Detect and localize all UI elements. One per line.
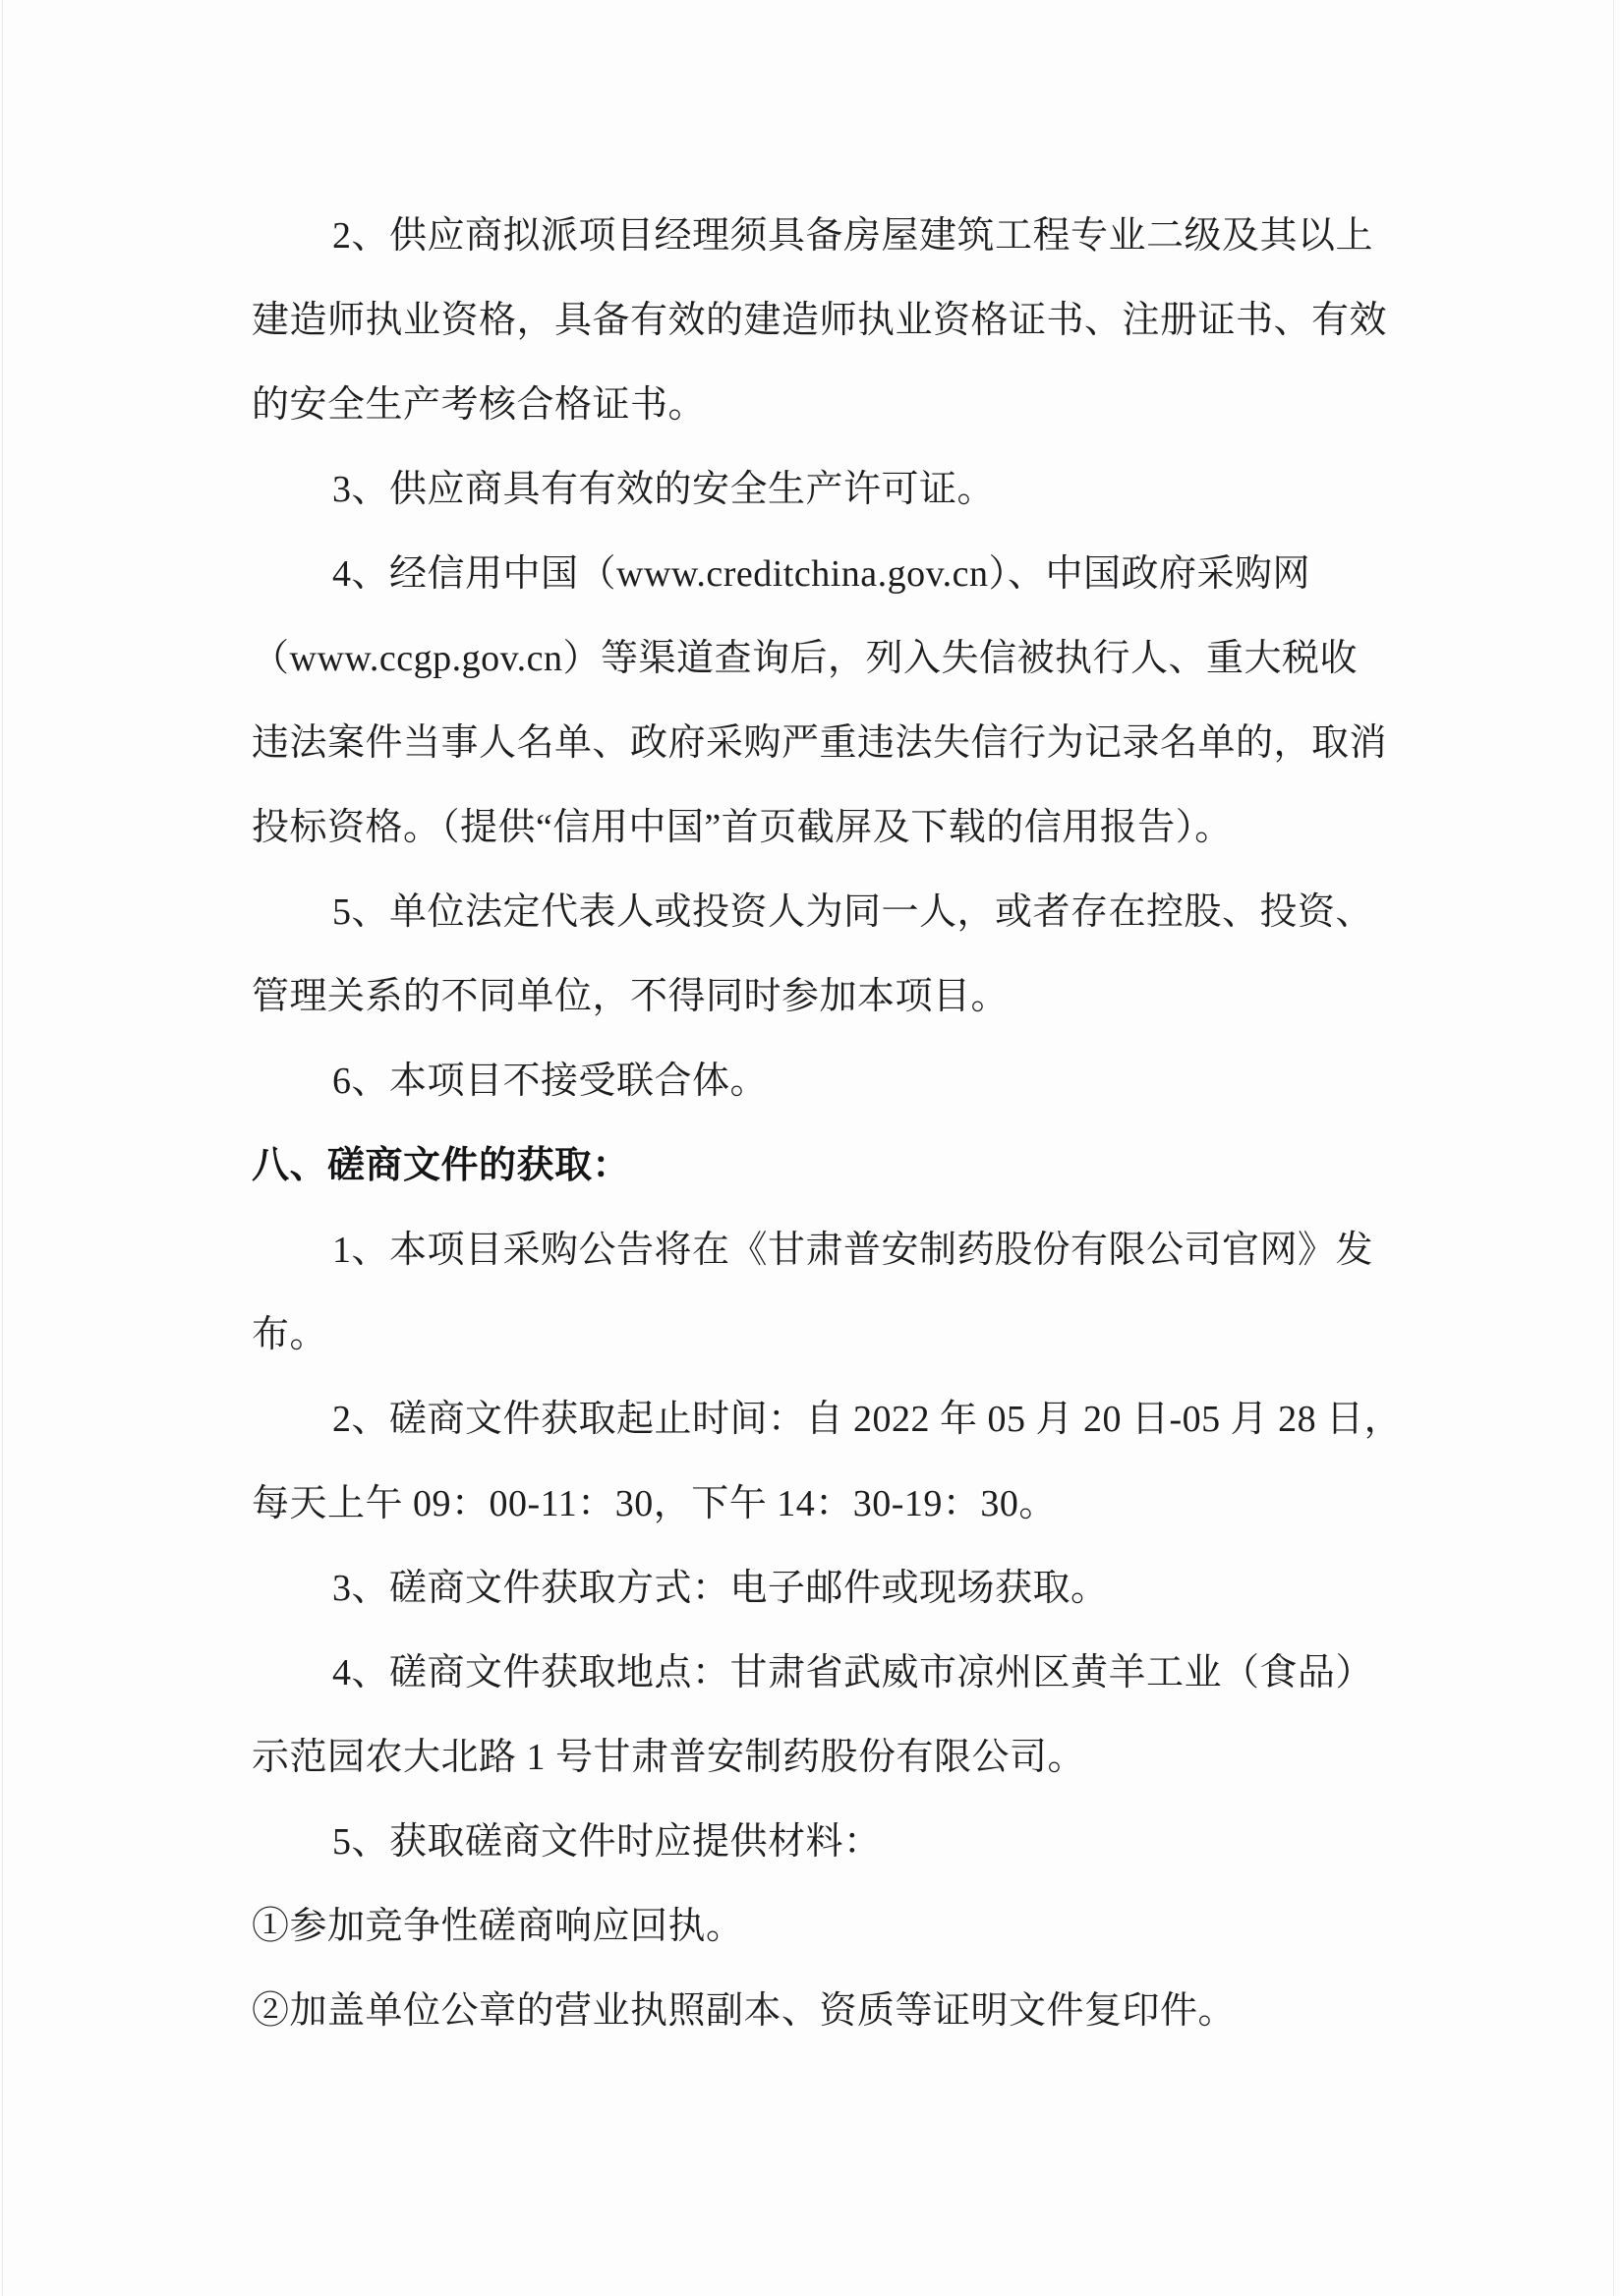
text-line: 示范园农大北路 1 号甘肃普安制药股份有限公司。 <box>252 1737 1086 1778</box>
text-line: 投标资格。（提供“信用中国”首页截屏及下载的信用报告）。 <box>252 807 1233 848</box>
text-line: 布。 <box>252 1314 328 1355</box>
text-line: 5、单位法定代表人或投资人为同一人，或者存在控股、投资、 <box>332 891 1374 933</box>
text-line: 违法案件当事人名单、政府采购严重违法失信行为记录名单的，取消 <box>252 722 1388 764</box>
text-line: 的安全生产考核合格证书。 <box>252 384 707 426</box>
document-body <box>252 194 1461 2053</box>
text-line: 每天上午 09：00-11：30，下午 14：30-19：30。 <box>252 1483 1057 1524</box>
text-line: ①参加竞争性磋商响应回执。 <box>252 1906 744 1947</box>
text-line: 1、本项目采购公告将在《甘肃普安制药股份有限公司官网》发 <box>332 1230 1374 1271</box>
text-line: 2、供应商拟派项目经理须具备房屋建筑工程专业二级及其以上 <box>332 215 1374 257</box>
text-line: 4、经信用中国（www.creditchina.gov.cn）、中国政府采购网 <box>332 553 1311 595</box>
text-line: ②加盖单位公章的营业执照副本、资质等证明文件复印件。 <box>252 1990 1237 2032</box>
text-line: 管理关系的不同单位，不得同时参加本项目。 <box>252 976 1010 1017</box>
text-line: 6、本项目不接受联合体。 <box>332 1061 769 1102</box>
text-line: 3、磋商文件获取方式：电子邮件或现场获取。 <box>332 1568 1109 1609</box>
section-heading: 八、磋商文件的获取： <box>252 1145 631 1186</box>
text-line: 4、磋商文件获取地点：甘肃省武威市凉州区黄羊工业（食品） <box>332 1652 1374 1693</box>
text-line: 建造师执业资格，具备有效的建造师执业资格证书、注册证书、有效 <box>252 300 1388 341</box>
text-line: （www.ccgp.gov.cn）等渠道查询后，列入失信被执行人、重大税收 <box>252 638 1358 679</box>
text-line: 5、获取磋商文件时应提供材料： <box>332 1821 882 1863</box>
text-line: 3、供应商具有有效的安全生产许可证。 <box>332 469 996 510</box>
text-line: 2、磋商文件获取起止时间：自 2022 年 05 月 20 日-05 月 28 日， <box>332 1399 1403 1440</box>
